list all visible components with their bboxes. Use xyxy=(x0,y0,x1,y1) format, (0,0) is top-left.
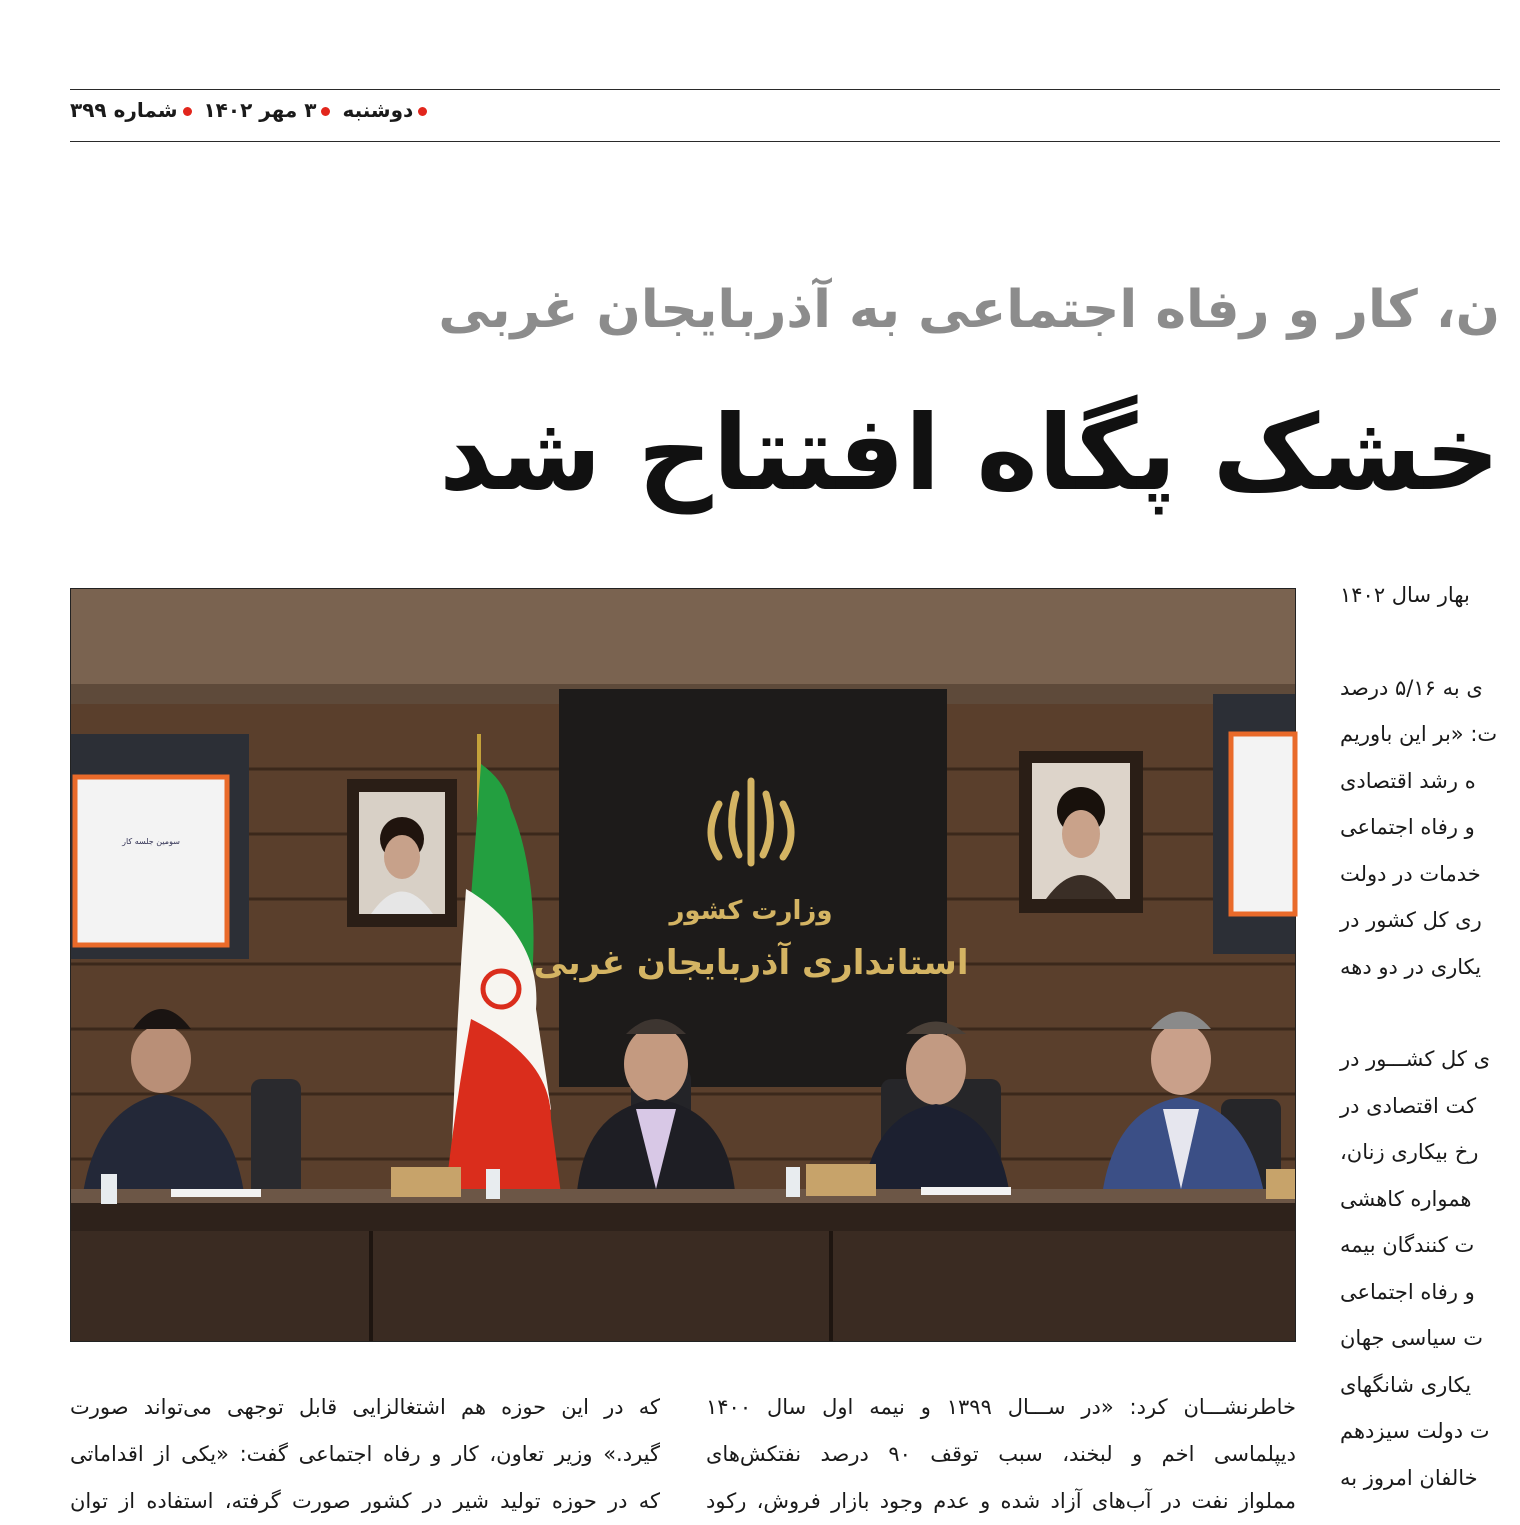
bullet-dot xyxy=(321,107,330,116)
article-headline: خشک پگاه افتتاح شد xyxy=(439,392,1500,514)
top-rule xyxy=(70,89,1500,90)
text-line: ی به ۵/۱۶ درصد xyxy=(1340,675,1483,700)
text-line: خدمات در دولت xyxy=(1340,861,1481,886)
text-line: مملواز نفت در آب‌های آزاد شده و عدم وجود بازار فروش، رکود xyxy=(706,1489,1296,1513)
text-line: کت اقتصادی در xyxy=(1340,1093,1477,1118)
screen-slide-text: سومین جلسه کار xyxy=(122,837,180,846)
text-line: و رفاه اجتماعی xyxy=(1340,815,1475,839)
bullet-dot xyxy=(183,107,192,116)
body-column-b xyxy=(70,1384,660,1525)
text-line: ری کل کشور در xyxy=(1340,908,1482,932)
text-line: ت کنندگان بیمه xyxy=(1340,1233,1475,1257)
text-line: یکاری شانگهای xyxy=(1340,1372,1472,1397)
text-line: خاطرنشـــان کرد: «در ســـال ۱۳۹۹ و نیمه اول سال ۱۴۰۰ xyxy=(706,1395,1296,1419)
backdrop-ministry-text: وزارت کشور xyxy=(669,896,833,926)
article-kicker: ن، کار و رفاه اجتماعی به آذربایجان غربی xyxy=(438,280,1500,340)
text-line: همواره کاهشی xyxy=(1340,1186,1472,1211)
right-column-text xyxy=(1340,572,1520,1501)
text-line: خالفان امروز به xyxy=(1340,1465,1478,1490)
text-line: که در این حوزه هم اشتغالزایی قابل توجهی می‌تواند صورت xyxy=(70,1395,660,1419)
text-line: گیرد.» وزیر تعاون، کار و رفاه اجتماعی گفت: «یکی از اقداماتی xyxy=(70,1442,660,1466)
header-bottom-rule xyxy=(70,141,1500,142)
text-line: که در حوزه تولید شیر در کشور صورت گرفته، استفاده از توان xyxy=(70,1489,660,1513)
text-line: ت سیاسی جهان xyxy=(1340,1326,1484,1350)
backdrop-province-text: استانداری آذربایجان غربی xyxy=(533,943,969,983)
issue-number: شماره ۳۹۹ xyxy=(70,98,178,122)
body-column-a xyxy=(706,1384,1296,1525)
text-line: بهار سال ۱۴۰۲ xyxy=(1340,583,1470,607)
text-line: دیپلماسی اخم و لبخند، سبب توقف ۹۰ درصد نفتکش‌های xyxy=(706,1442,1296,1466)
text-line: ی کل کشـــور در xyxy=(1340,1047,1491,1071)
issue-line xyxy=(70,98,450,122)
meeting-photo xyxy=(70,588,1296,1342)
text-line: رخ بیکاری زنان، xyxy=(1340,1140,1479,1164)
bullet-dot xyxy=(418,107,427,116)
issue-day: دوشنبه xyxy=(342,98,414,122)
text-line: و رفاه اجتماعی xyxy=(1340,1279,1475,1304)
text-line: یکاری در دو دهه xyxy=(1340,954,1482,979)
text-line: ه رشد اقتصادی xyxy=(1340,768,1476,793)
text-line: ت دولت سیزدهم xyxy=(1340,1419,1490,1443)
issue-date: ۳ مهر ۱۴۰۲ xyxy=(203,98,317,122)
text-line: ت: «بر این باوریم xyxy=(1340,722,1498,746)
